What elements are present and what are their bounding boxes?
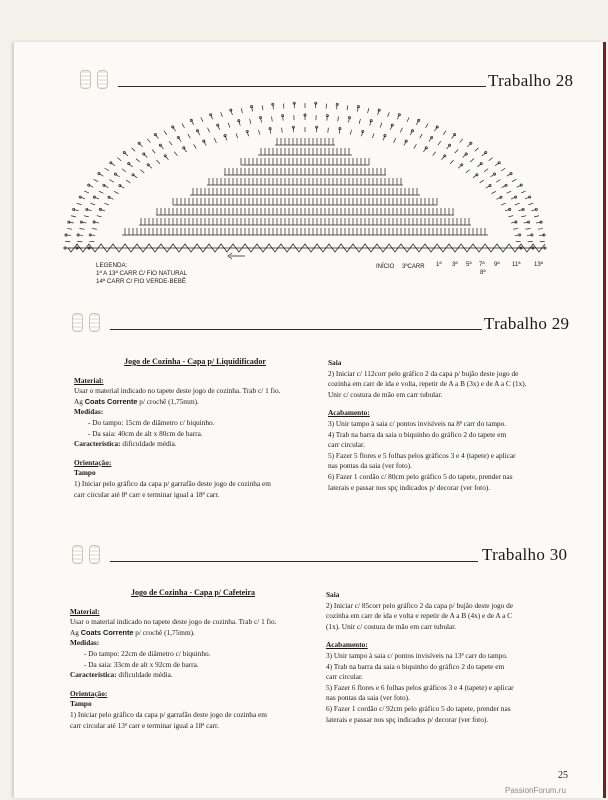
stitch-mark [380, 123, 382, 128]
material-text: Usar o material indicado no tapete deste jogo de cozinha. Trab c/ 1 fio. [70, 617, 277, 627]
caracteristica: Característica: dificuldade média. [74, 439, 177, 449]
stitch-mark [475, 148, 479, 151]
stitch-mark [528, 203, 533, 205]
stitch-mark [201, 117, 203, 122]
stitch-mark [529, 196, 531, 198]
stitch-mark [490, 174, 494, 177]
row-label: 3ª [452, 262, 458, 268]
stitch-mark [94, 179, 98, 181]
chart-start-marker: 3ªCARR [402, 264, 425, 270]
stitch-mark [115, 174, 119, 177]
tampo-text: carr circular até 13ª carr e terminar igual a 18ª carr. [70, 720, 219, 730]
acabamento-step: 6) Fazer 1 cordão c/ 80cm pelo gráfico 5 do tapete, prender nas [328, 471, 513, 481]
chart-legend [96, 262, 187, 286]
work29-left-column [74, 357, 316, 500]
acabamento-step: laterais e passar nos spç indicados p/ decorar (ver foto). [326, 714, 489, 724]
stitch-mark [328, 128, 329, 133]
stitch-mark [515, 221, 517, 223]
stitch-mark [466, 170, 470, 173]
stitch-mark [188, 134, 191, 138]
stitch-mark [449, 144, 451, 146]
stitch-mark [139, 143, 142, 147]
saia-text: (1x). Unir c/ costura de mão em carr tubular. [326, 621, 457, 631]
stitch-mark [208, 128, 210, 133]
stitch-mark [407, 117, 409, 122]
stitch-mark [526, 228, 531, 229]
material-needle: Ag Coats Corrente p/ crochê (1,75mm). [70, 627, 195, 637]
stitch-mark [77, 203, 82, 205]
work30-left-column [70, 588, 316, 731]
acabamento-step: nas pontas da saia (ver foto). [326, 693, 410, 703]
stitch-mark [400, 128, 402, 133]
stitch-mark [420, 134, 423, 138]
stitch-mark [196, 130, 198, 132]
tampo-text: 1) Iniciar pelo gráfico da capa p/ garrafão deste jogo de cozinha em [70, 709, 267, 719]
section-rule-28 [118, 86, 486, 87]
stitch-mark [97, 216, 102, 217]
acabamento-step: 3) Unir tampo à saia c/ pontos invisíveis na 13ª carr do tampo. [326, 650, 508, 660]
stitch-mark [450, 160, 453, 164]
stitch-mark [491, 191, 495, 193]
stitch-mark [148, 165, 152, 168]
medida-item: - Da saia: 33cm de alt x 92cm de barra. [84, 659, 199, 669]
stitch-mark [262, 105, 263, 110]
stitch-mark [378, 109, 380, 111]
stitch-mark [489, 158, 493, 161]
acabamento-step: 5) Fazer 5 flores e 5 folhas pelos gráficos 3 e 4 (tapete) e aplicar [328, 450, 516, 460]
stitch-mark [117, 158, 121, 161]
tampo-label: Tampo [70, 699, 92, 709]
stitch-mark [230, 109, 232, 111]
stitch-mark [315, 102, 317, 104]
stitch-mark [92, 228, 97, 229]
saia-label: Saia [328, 358, 342, 367]
stitch-mark [484, 169, 488, 172]
stitch-mark [477, 164, 481, 167]
stitch-mark [79, 228, 84, 229]
stitch-mark [182, 124, 185, 128]
row-label: 7ª [479, 262, 485, 268]
medidas-label: Medidas: [74, 407, 104, 417]
stitch-mark [124, 153, 128, 156]
acabamento-step: 4) Trab na barra da saia o biquinho do gráfico 2 do tapete em [326, 661, 505, 671]
stitch-mark [347, 105, 348, 110]
stitch-mark [326, 115, 328, 117]
stitch-mark [152, 149, 155, 153]
stitch-mark [169, 141, 172, 145]
stitch-mark [190, 119, 192, 121]
stitch-mark [485, 151, 487, 153]
stitch-mark [461, 164, 463, 166]
stitch-mark [507, 191, 512, 193]
stitch-mark [384, 134, 386, 136]
stitch-mark [520, 184, 522, 186]
stitch-mark [147, 164, 149, 166]
row-label: 8ª [480, 270, 486, 276]
stitch-mark [228, 253, 245, 259]
work30-title: Trabalho 30 [482, 545, 568, 564]
stitch-mark [138, 142, 140, 144]
stitch-mark [458, 165, 462, 168]
medida-item: - Do tampo: 15cm de diâmetro c/ biquinho. [88, 417, 215, 427]
stitch-mark [214, 138, 216, 143]
stitch-mark [411, 130, 413, 132]
chart-start-label: INÍCIO [376, 264, 395, 270]
stitch-mark [293, 102, 295, 104]
stitch-mark [217, 124, 219, 126]
work28-title: Trabalho 28 [488, 71, 574, 90]
stitch-mark [164, 131, 167, 135]
row-label: 5ª [466, 262, 472, 268]
stitch-mark [454, 134, 456, 136]
material-label: Material: [70, 606, 100, 616]
stitch-mark [444, 155, 446, 157]
ornament-icon [72, 313, 100, 332]
stitch-mark [455, 149, 458, 153]
stitch-mark [133, 175, 137, 178]
stitch-mark [73, 208, 75, 210]
acabamento-step: carr circular. [326, 672, 363, 682]
stitch-mark [368, 108, 369, 113]
stitch-mark [372, 133, 374, 138]
stitch-mark [114, 191, 118, 193]
medidas-label: Medidas: [70, 638, 100, 648]
stitch-mark [250, 119, 251, 124]
acabamento-step: laterais e passar nos spç indicados p/ decorar (ver foto). [328, 482, 491, 492]
stitch-mark [338, 116, 339, 121]
stitch-mark [259, 130, 260, 135]
stitch-mark [350, 130, 351, 135]
stitch-mark [443, 131, 446, 135]
stitch-mark [103, 184, 105, 186]
material-label: Material: [74, 375, 104, 385]
stitch-mark [123, 151, 125, 153]
acabamento-step: nas pontas da saia (ver foto). [328, 461, 412, 471]
stitch-mark [194, 144, 197, 148]
stitch-mark [508, 216, 513, 217]
stitch-mark [156, 160, 159, 164]
watermark-text: PassionForum.ru [505, 786, 566, 795]
stitch-mark [512, 179, 516, 181]
stitch-mark [426, 124, 429, 128]
legend-line-1: 1ª A 13ª CARR C/ FIO NATURAL [96, 270, 188, 277]
acabamento-label: Acabamento: [328, 408, 370, 418]
orientacao-label: Orientação: [74, 457, 112, 467]
stitch-mark [482, 153, 486, 156]
ornament-icon [72, 545, 100, 564]
stitch-mark [438, 141, 441, 145]
stitch-mark [394, 138, 396, 143]
stitch-mark [521, 191, 526, 193]
acabamento-step: 3) Unir tampo à saia c/ pontos invisíveis na 8ª carr do tampo. [328, 418, 507, 428]
medida-item: - Da saia: 40cm de alt x 80cm de barra. [88, 428, 203, 438]
stitch-mark [359, 119, 360, 124]
stitch-mark [126, 180, 130, 183]
stitch-mark [418, 119, 420, 121]
stitch-mark [282, 128, 283, 133]
work29-title: Trabalho 29 [484, 314, 570, 333]
material-text: Usar o material indicado no tapete deste jogo de cozinha. Trab c/ 1 fio. [74, 386, 281, 396]
stitch-mark [228, 123, 230, 128]
saia-text: 2) Iniciar c/ 112corr pelo gráfico 2 da capa p/ bujão deste jogo de [328, 368, 519, 378]
stitch-mark [513, 228, 518, 229]
stitch-mark [405, 140, 407, 142]
work30-heading: Jogo de Cozinha - Capa p/ Cafeteira [131, 588, 255, 597]
stitch-mark [224, 134, 226, 136]
stitch-mark [414, 144, 417, 148]
stitch-mark [221, 112, 223, 117]
stitch-mark [521, 216, 526, 217]
work29-heading: Jogo de Cozinha - Capa p/ Liquidificador [124, 357, 266, 366]
tampo-text: carr circular até 8ª carr e terminar igual a 18ª carr. [74, 489, 220, 499]
stitch-mark [501, 168, 505, 171]
legend-line-2: 14ª CARR C/ FIO VERDE-BEBÊ [96, 278, 186, 285]
stitch-mark [535, 208, 537, 210]
acabamento-label: Acabamento: [326, 640, 368, 650]
saia-label: Saia [326, 590, 340, 599]
work29-right-column [328, 358, 580, 493]
stitch-mark [84, 216, 89, 217]
tampo-label: Tampo [74, 468, 96, 478]
row-label: 13ª [534, 262, 543, 268]
stitch-mark [174, 152, 177, 156]
stitch-mark [446, 145, 449, 149]
stitch-mark [388, 112, 390, 117]
stitch-mark [140, 170, 144, 173]
stitch-mark [122, 169, 126, 172]
stitch-mark [272, 116, 273, 121]
stitch-mark [132, 148, 136, 151]
stitch-mark [496, 180, 500, 183]
row-label: 1ª [436, 262, 442, 268]
stitch-mark [515, 203, 520, 205]
stitch-mark [88, 184, 90, 186]
stitch-mark [210, 114, 212, 116]
stitch-mark [505, 184, 507, 186]
acabamento-step: 5) Fazer 6 flores e 6 folhas pelos gráficos 3 e 4 (tapete) e aplicar [326, 682, 514, 692]
stitch-mark [147, 139, 150, 143]
stitch-mark [480, 180, 484, 183]
page-number: 25 [558, 770, 568, 781]
saia-text: cozinha em carr de ida e volta, repetir de A a B (3x) e de A a C (1x). [328, 379, 527, 389]
medida-item: - Do tampo: 22cm de diâmetro c/ biquinho. [84, 648, 211, 658]
acabamento-step: 4) Trab na barra da saia o biquinho do gráfico 2 do tapete em [328, 429, 507, 439]
ornament-icon [80, 70, 108, 89]
material-needle: Ag Coats Corrente p/ crochê (1,75mm). [74, 396, 199, 406]
saia-text: cozinha em carr de ida e volta e repetir de A a B (4x) e de A a C [326, 611, 512, 621]
stitch-mark [470, 142, 472, 144]
legend-title: LEGENDA: [96, 262, 128, 269]
stitch-mark [501, 203, 506, 205]
stitch-mark [282, 115, 284, 117]
stitch-mark [109, 180, 113, 183]
saia-text: Unir c/ costura de mão em carr tubular. [328, 389, 443, 399]
tampo-text: 1) Iniciar pelo gráfico da capa p/ garrafão deste jogo de cozinha em [74, 478, 271, 488]
stitch-mark [534, 216, 539, 217]
work30-right-column [326, 590, 580, 725]
saia-text: 2) Iniciar c/ 85corr pelo gráfico 2 da capa p/ bujão deste jogo de [326, 600, 514, 610]
page-spine-edge [603, 42, 606, 798]
stitch-mark [90, 203, 95, 205]
section-rule-29 [110, 329, 482, 330]
stitch-mark [71, 216, 76, 217]
stitch-mark [538, 229, 543, 230]
stitch-mark [460, 139, 463, 143]
stitch-mark [84, 191, 89, 193]
stitch-mark [67, 229, 72, 230]
stitch-mark [272, 103, 274, 105]
acabamento-step: carr circular. [328, 440, 365, 450]
stitch-mark [99, 191, 104, 193]
crochet-chart-diagram [60, 98, 550, 268]
acabamento-step: 6) Fazer 1 cordão c/ 92cm pelo gráfico 5 do tapete, prender nas [326, 703, 511, 713]
stitch-mark [470, 159, 474, 162]
stitch-mark [104, 203, 109, 205]
stitch-mark [105, 168, 109, 171]
stitch-mark [433, 152, 436, 156]
stitch-mark [164, 155, 166, 157]
stitch-mark [136, 159, 140, 162]
stitch-mark [241, 108, 242, 113]
caracteristica: Característica: dificuldade média. [70, 670, 173, 680]
row-label: 11ª [512, 262, 521, 268]
row-label: 9ª [494, 262, 500, 268]
stitch-mark [236, 133, 238, 138]
stitch-mark [203, 140, 205, 142]
orientacao-label: Orientação: [70, 688, 108, 698]
section-rule-30 [110, 561, 478, 562]
